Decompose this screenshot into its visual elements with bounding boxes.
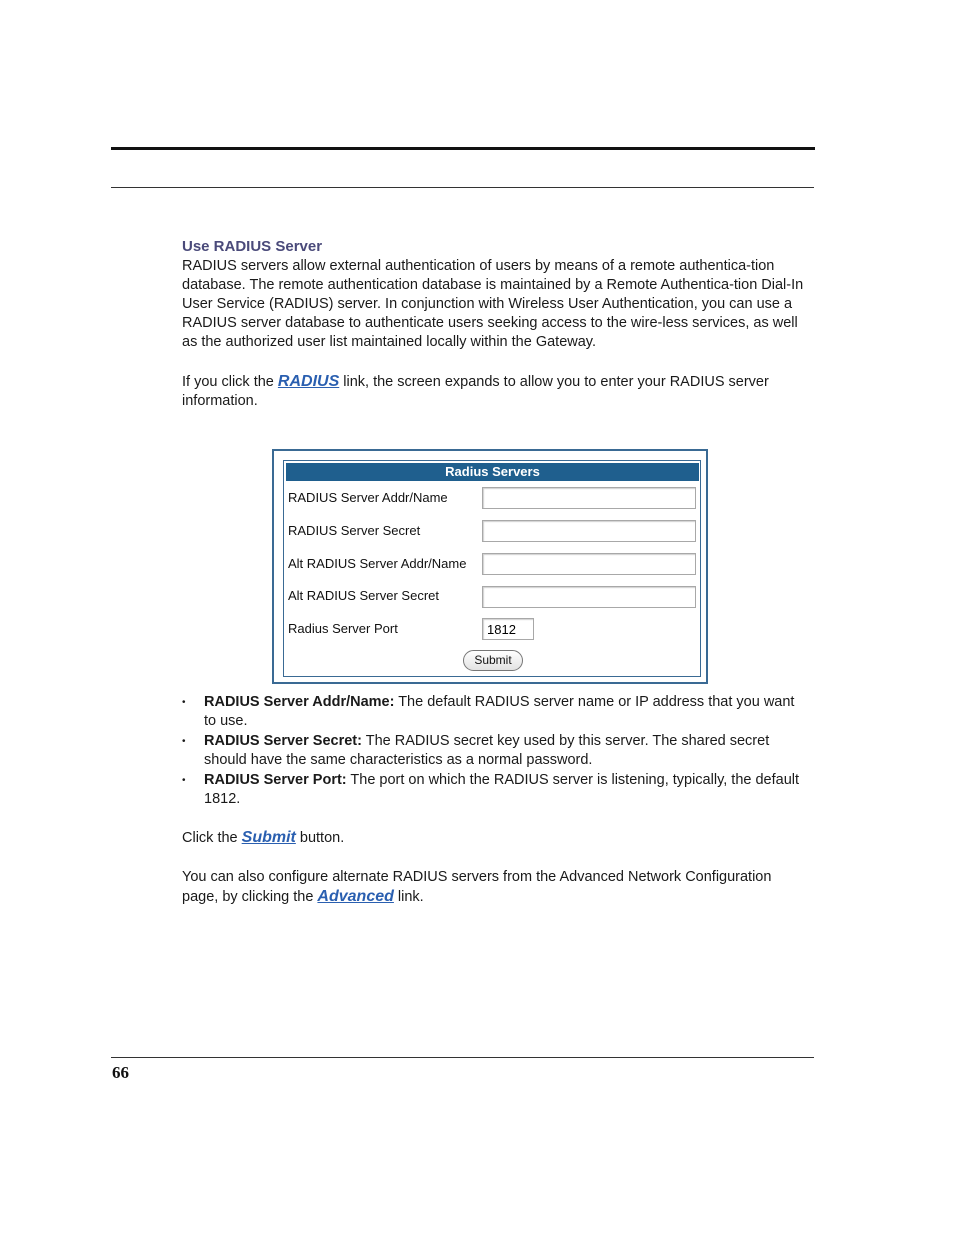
bullet-icon: • bbox=[182, 775, 186, 786]
section-paragraph-intro: RADIUS servers allow external authentication of users by means of a remote authentica-tion database. The remote authentication database is maintained by a Remote Authentica-tion Dial-In User Service (RADIUS) server. In conjunction with Wireless User Authentication, you can use a RADIUS server database to authenticate users seeking access to the wire-less services, as well as the authorized user list maintained locally within the Gateway. bbox=[182, 258, 804, 350]
list-item bbox=[182, 771, 807, 809]
radius-server-addr-input[interactable] bbox=[482, 487, 696, 509]
advanced-link[interactable]: Advanced bbox=[317, 888, 394, 905]
submit-link[interactable]: Submit bbox=[241, 829, 296, 846]
section-title: Use RADIUS Server bbox=[182, 238, 323, 255]
radius-link[interactable]: RADIUS bbox=[277, 373, 340, 390]
radius-server-addr-label: RADIUS Server Addr/Name bbox=[288, 490, 448, 505]
header-rule-thin bbox=[111, 187, 814, 188]
radius-server-port-label: Radius Server Port bbox=[288, 621, 398, 636]
field-description-list bbox=[182, 693, 807, 810]
page-number: 66 bbox=[112, 1063, 129, 1082]
section-paragraph-radius-link bbox=[182, 372, 807, 411]
radius-server-secret-input[interactable] bbox=[482, 520, 696, 542]
list-item bbox=[182, 693, 807, 731]
text-fragment: link. bbox=[393, 889, 424, 905]
radius-panel-header: Radius Servers bbox=[286, 463, 699, 481]
bullet-icon: • bbox=[182, 736, 186, 747]
alt-radius-server-addr-label: Alt RADIUS Server Addr/Name bbox=[288, 556, 467, 571]
header-rule-thick bbox=[111, 147, 815, 150]
bullet-icon: • bbox=[182, 697, 186, 708]
list-item bbox=[182, 732, 807, 770]
footer-rule bbox=[111, 1057, 814, 1058]
closing-content bbox=[182, 828, 807, 907]
radius-server-port-input[interactable] bbox=[482, 618, 534, 640]
click-submit-paragraph bbox=[182, 828, 807, 848]
bullet-term: RADIUS Server Secret: bbox=[204, 733, 362, 749]
submit-button[interactable]: Submit bbox=[463, 650, 523, 671]
section-content bbox=[182, 237, 807, 411]
radius-server-secret-label: RADIUS Server Secret bbox=[288, 523, 421, 538]
alt-radius-server-addr-input[interactable] bbox=[482, 553, 696, 575]
bullet-text: The port on which the RADIUS server is listening, typically, the default 1812. bbox=[204, 772, 800, 807]
text-fragment: link, the screen expands to allow you to enter your RADIUS server information. bbox=[182, 374, 769, 409]
text-fragment: You can also configure alternate RADIUS servers from the Advanced Network Configuration page, by clicking the bbox=[182, 869, 772, 905]
text-fragment: button. bbox=[295, 830, 345, 846]
bullet-text: The default RADIUS server name or IP address that you want to use. bbox=[204, 694, 795, 729]
text-fragment: Click the bbox=[182, 830, 242, 846]
bullet-text: The RADIUS secret key used by this server. The shared secret should have the same characteristics as a normal password. bbox=[204, 733, 770, 768]
bullet-term: RADIUS Server Addr/Name: bbox=[204, 694, 395, 710]
alt-radius-server-secret-label: Alt RADIUS Server Secret bbox=[288, 588, 439, 603]
text-fragment: If you click the bbox=[182, 374, 278, 390]
alt-radius-server-secret-input[interactable] bbox=[482, 586, 696, 608]
advanced-paragraph bbox=[182, 868, 807, 907]
bullet-term: RADIUS Server Port: bbox=[204, 772, 347, 788]
